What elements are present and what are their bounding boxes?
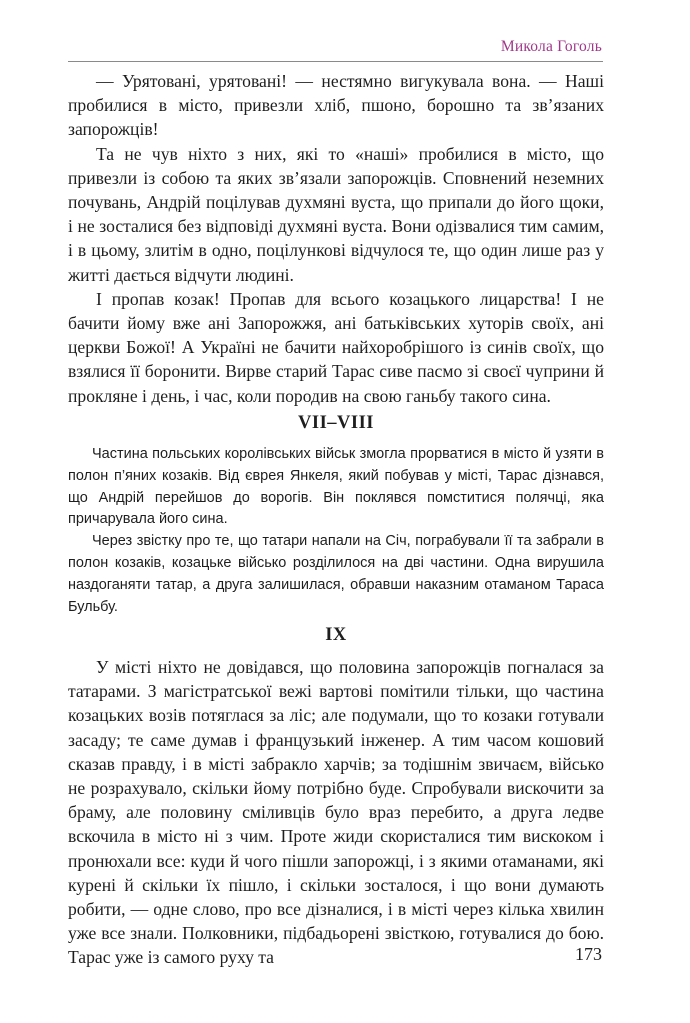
page-number: 173 — [575, 944, 602, 964]
section-heading-ix: IX — [325, 625, 347, 645]
paragraph: Та не чув ніхто з них, які то «наші» пробилися в місто, що привезли із собою та яких зв’язали запорожців. Сповнений неземних почувань, Андрій поцілував духмяні вуста, що припали до його щоки, і не зосталися без відповіді духмяні вуста. Вони одізвалися тим самим, і в цьому, злитім в одно, поцілункові відчулося те, що один лише раз у житті дається відчути людині. — [68, 143, 604, 285]
summary-block — [68, 444, 604, 618]
header-divider — [68, 61, 603, 62]
running-header-author: Микола Гоголь — [500, 38, 602, 55]
summary-paragraph: Через звістку про те, що татари напали на Січ, пограбували її та забрали в полон козаків, козацьке військо розділилося на дві частини. Одна вирушила наздоганяти татар, а друга залишилася, обравши наказним отаманом Тараса Бульбу. — [68, 533, 604, 615]
section-heading-vii-viii: VII–VIII — [298, 413, 374, 433]
chapter-ix-text-block — [68, 655, 604, 970]
paragraph: І пропав козак! Пропав для всього козацького лицарства! І не бачити йому вже ані Запорожжя, ані батьківських хуторів своїх, ані церкви Божої! А Україні не бачити найхоробрішого із синів своїх, що взялися її боронити. Вирве старий Тарас сиве пасмо зі своєї чуприни й прокляне і день, і час, коли породив на свою ганьбу такого сина. — [68, 288, 604, 406]
top-text-block — [68, 69, 604, 408]
summary-paragraph: Частина польських королівських військ змогла прорватися в місто й узяти в полон п’яних козаків. Від єврея Янкеля, який побував у місті, Тарас дізнався, що Андрій перейшов до ворогів. Він поклявся помститися полячці, яка причарувала його сина. — [68, 446, 604, 528]
paragraph: У місті ніхто не довідався, що половина запорожців погналася за татарами. З магістратської вежі вартові помітили тільки, що частина козацьких возів потяглася за ліс; але подумали, що то козаки готували засаду; те саме думав і французький інженер. А тим часом кошовий сказав правду, і в місті забракло харчів; за тодішнім звичаєм, військо не розрахувало, скільки йому потрібно буде. Спробували вискочити за браму, але половину сміливців було враз перебито, а друга ледве вскочила в місто ні з чим. Проте жиди скористалися тим вискоком і пронюхали все: куди й чого пішли запорожці, і з якими отаманами, які курені й скільки їх пішло, і скільки зосталося, і що вони думають робити, — одне слово, про все дізналися, і в місті через кілька хвилин уже все знали. Полковники, підбадьорені звісткою, готувалися до бою. Тарас уже із самого руху та — [68, 657, 604, 968]
paragraph: — Урятовані, урятовані! — нестямно вигукувала вона. — Наші пробилися в місто, привезли хліб, пшоно, борошно та зв’язаних запорожців! — [68, 71, 604, 140]
